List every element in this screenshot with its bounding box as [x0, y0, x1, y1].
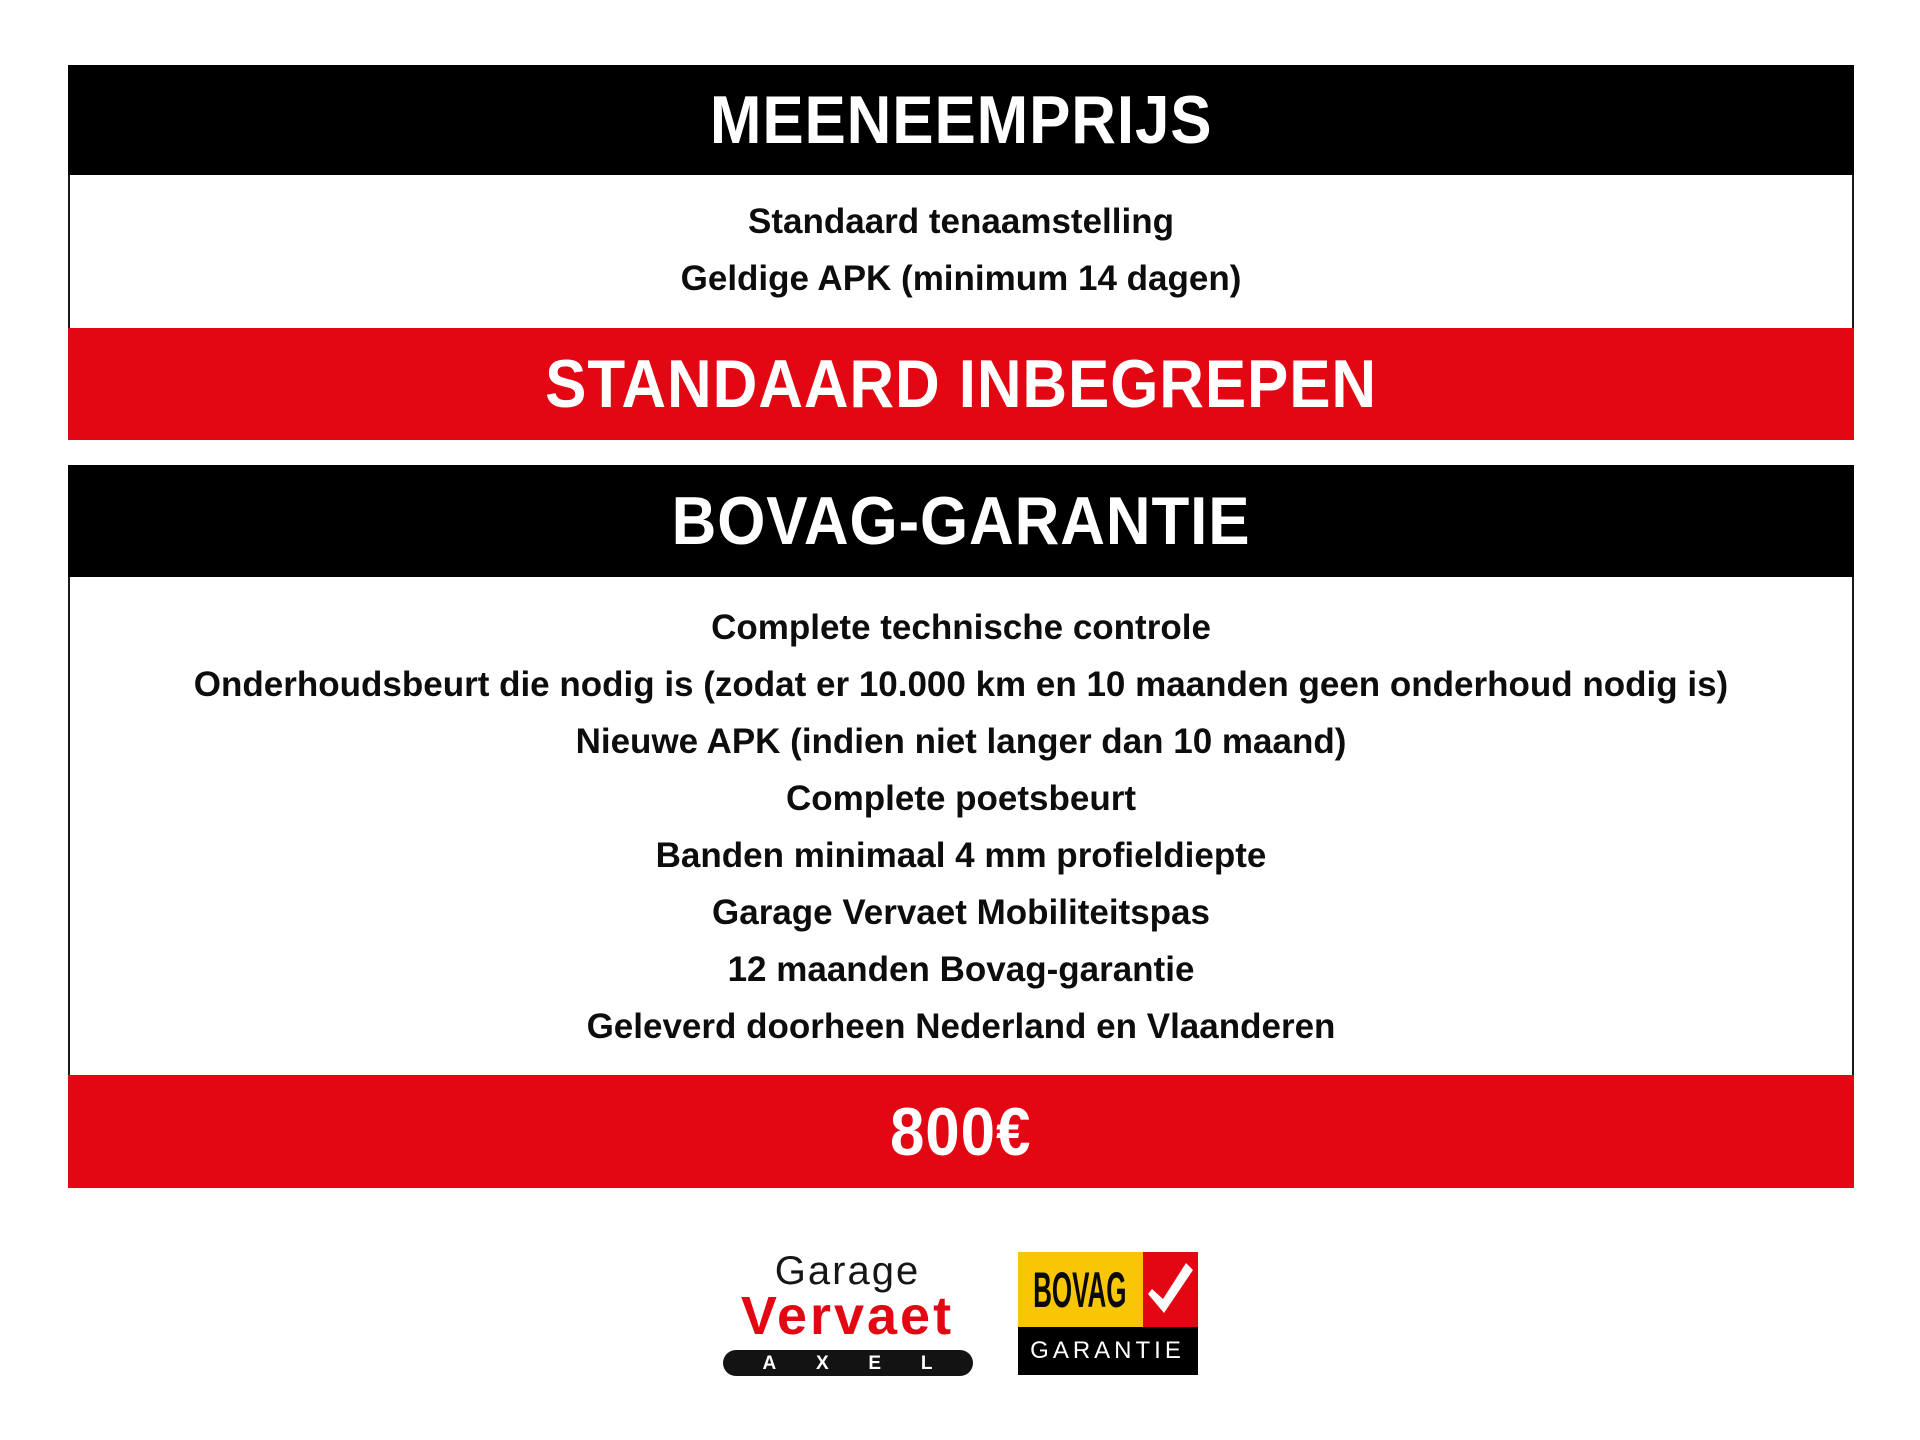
benefit-line: Complete poetsbeurt: [785, 779, 1137, 818]
condition-line: Standaard tenaamstelling: [748, 202, 1174, 241]
checkmark-icon: [1146, 1261, 1194, 1319]
bovag-logo-red-cell: [1143, 1252, 1198, 1327]
flyer-content: [68, 65, 1854, 1188]
bovag-logo-brand-text: BOVAG: [1033, 1261, 1127, 1318]
bovag-logo-garantie-strip: GARANTIE: [1018, 1327, 1198, 1375]
axel-letter: A: [762, 1352, 777, 1374]
condition-line: Geldige APK (minimum 14 dagen): [680, 259, 1242, 298]
bovag-garantie-logo: [1018, 1252, 1198, 1375]
bovag-logo-top: [1018, 1252, 1198, 1327]
vervaet-logo-text: Vervaet: [740, 1286, 955, 1346]
garage-logo-text: Garage: [774, 1249, 921, 1293]
price-bar: [68, 1075, 1854, 1188]
benefit-line: Nieuwe APK (indien niet langer dan 10 maand): [575, 722, 1347, 761]
meeneemprijs-section: [68, 65, 1854, 440]
bovag-benefits-box: [68, 577, 1854, 1075]
bovag-garantie-header-bar: [68, 465, 1854, 577]
bovag-garantie-title: BOVAG-GARANTIE: [671, 483, 1251, 559]
bovag-garantie-section: [68, 465, 1854, 1188]
benefit-line: Onderhoudsbeurt die nodig is (zodat er 10.000 km en 10 maanden geen onderhoud nodig is): [193, 665, 1729, 704]
meeneemprijs-conditions-box: [68, 175, 1854, 328]
benefit-line: Garage Vervaet Mobiliteitspas: [712, 893, 1210, 932]
meeneemprijs-header-bar: [68, 65, 1854, 175]
standaard-inbegrepen-label: STANDAARD INBEGREPEN: [545, 346, 1377, 422]
bovag-logo-yellow-cell: [1018, 1252, 1143, 1327]
benefit-line: Geleverd doorheen Nederland en Vlaanderen: [586, 1007, 1336, 1046]
garage-vervaet-logo: [723, 1249, 973, 1376]
benefit-line: 12 maanden Bovag-garantie: [727, 950, 1195, 989]
axel-letter: X: [815, 1352, 829, 1374]
price-value: 800€: [890, 1093, 1032, 1170]
benefit-line: Banden minimaal 4 mm profieldiepte: [655, 836, 1267, 875]
meeneemprijs-title: MEENEEMPRIJS: [709, 82, 1213, 158]
axel-letter: L: [920, 1352, 933, 1374]
axel-letter: E: [868, 1352, 882, 1374]
footer-logos: [0, 1249, 1920, 1376]
standaard-inbegrepen-bar: [68, 328, 1854, 440]
axel-badge: [723, 1350, 973, 1376]
benefit-line: Complete technische controle: [711, 608, 1211, 647]
